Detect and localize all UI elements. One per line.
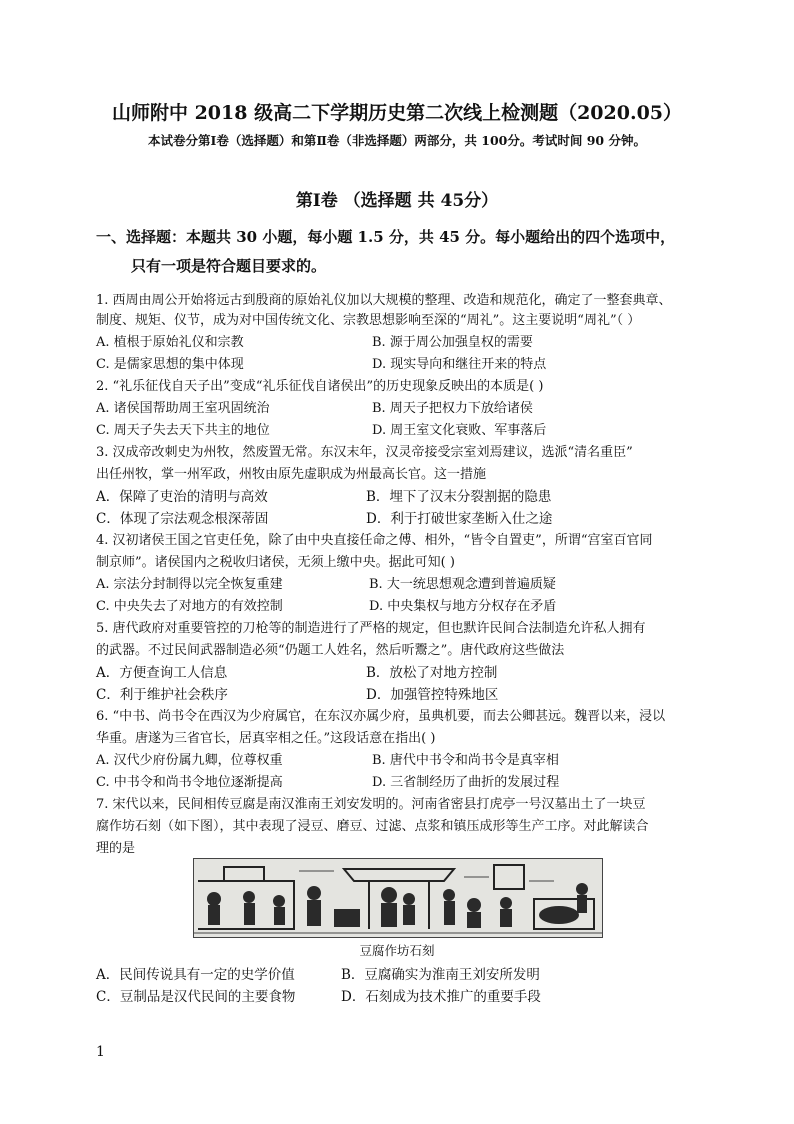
question-1-line-1: 1. 西周由周公开始将远古到殷商的原始礼仪加以大规模的整理、改造和规范化，确定了一整套典章、	[96, 293, 672, 308]
question-5-line-1: 5. 唐代政府对重要管控的刀枪等的制造进行了严格的规定，但也默许民间合法制造允许私人拥有	[96, 621, 646, 636]
exam-title: 山师附中 2018 级高二下学期历史第二次线上检测题（2020.05）	[111, 102, 683, 124]
question-6-option-c[interactable]: C. 中书令和尚书令地位逐渐提高	[96, 775, 283, 790]
question-5-option-b[interactable]: B．放松了对地方控制	[366, 665, 498, 681]
exam-instructions: 本试卷分第Ⅰ卷（选择题）和第Ⅱ卷（非选择题）两部分，共 100分。考试时间 90 分钟。	[148, 133, 646, 148]
question-4-option-c[interactable]: C. 中央失去了对地方的有效控制	[96, 599, 283, 614]
question-7-option-b[interactable]: B．豆腐确实为淮南王刘安所发明	[341, 967, 540, 983]
question-3-line-1: 3. 汉成帝改刺史为州牧，然废置无常。东汉末年，汉灵帝接受宗室刘焉建议，选派“清名重臣”	[96, 445, 633, 460]
question-2-option-c[interactable]: C. 周天子失去天下共主的地位	[96, 423, 270, 438]
question-5-line-2: 的武器。不过民间武器制造必须“仍题工人姓名，然后听鬻之”。唐代政府这些做法	[96, 643, 565, 658]
tofu-workshop-stone-carving-image	[193, 858, 603, 938]
question-1-option-a[interactable]: A. 植根于原始礼仪和宗教	[96, 335, 244, 350]
question-4-line-1: 4. 汉初诸侯王国之官吏任免，除了由中央直接任命之傅、相外，“皆令自置吏”，所谓“宫室百官同	[96, 533, 653, 548]
figure-caption: 豆腐作坊石刻	[359, 943, 435, 958]
question-2-option-b[interactable]: B. 周天子把权力下放给诸侯	[372, 401, 533, 416]
question-7-line-2: 腐作坊石刻（如下图），其中表现了浸豆、磨豆、过滤、点浆和镇压成形等生产工序。对此解读合	[96, 819, 649, 834]
question-3-option-b[interactable]: B．埋下了汉末分裂割据的隐患	[366, 489, 552, 505]
question-6-option-d[interactable]: D. 三省制经历了曲折的发展过程	[372, 775, 560, 790]
section-heading: 一、选择题：本题共 30 小题，每小题 1.5 分，共 45 分。每小题给出的四个选项中，	[96, 228, 676, 246]
question-2-option-d[interactable]: D. 周王室文化衰败、军事落后	[372, 423, 547, 438]
question-5-option-d[interactable]: D．加强管控特殊地区	[366, 687, 499, 703]
question-4-option-b[interactable]: B. 大一统思想观念遭到普遍质疑	[369, 577, 556, 592]
question-3-option-a[interactable]: A．保障了吏治的清明与高效	[96, 489, 268, 505]
question-4-option-a[interactable]: A. 宗法分封制得以完全恢复重建	[96, 577, 283, 592]
question-5-option-a[interactable]: A．方便查询工人信息	[96, 665, 228, 681]
question-3-line-2: 出任州牧，掌一州军政，州牧由原先虚职成为州最高长官。这一措施	[96, 467, 487, 482]
part-one-heading: 第Ⅰ卷 （选择题 共 45分）	[295, 191, 499, 211]
question-3-option-d[interactable]: D．利于打破世家垄断入仕之途	[366, 511, 553, 527]
question-7-line-1: 7. 宋代以来，民间相传豆腐是南汉淮南王刘安发明的。河南省密县打虎亭一号汉墓出土了一块豆	[96, 797, 646, 812]
section-heading-cont: 只有一项是符合题目要求的。	[131, 257, 327, 275]
page-number: 1	[96, 1044, 105, 1060]
question-1-option-b[interactable]: B. 源于周公加强皇权的需要	[372, 335, 533, 350]
question-5-option-c[interactable]: C．利于维护社会秩序	[96, 687, 228, 703]
question-6-line-2: 华重。唐遂为三省官长，居真宰相之任。”这段话意在指出( )	[96, 731, 436, 746]
question-1-line-2: 制度、规矩、仪节，成为对中国传统文化、宗教思想影响至深的“周礼”。这主要说明“周礼”（ ）	[96, 313, 641, 328]
question-7-line-3: 理的是	[96, 841, 136, 856]
question-2-option-a[interactable]: A. 诸侯国帮助周王室巩固统治	[96, 401, 270, 416]
question-1-option-c[interactable]: C. 是儒家思想的集中体现	[96, 357, 244, 372]
question-3-option-c[interactable]: C．体现了宗法观念根深蒂固	[96, 511, 269, 527]
question-7-option-c[interactable]: C．豆制品是汉代民间的主要食物	[96, 989, 296, 1005]
question-7-option-a[interactable]: A．民间传说具有一定的史学价值	[96, 967, 295, 983]
question-6-line-1: 6. “中书、尚书令在西汉为少府属官，在东汉亦属少府，虽典机要，而去公卿甚远。魏晋以来，浸以	[96, 709, 666, 724]
question-4-line-2: 制京师”。诸侯国内之税收归诸侯，无须上缴中央。据此可知( )	[96, 555, 455, 570]
question-1-option-d[interactable]: D. 现实导向和继往开来的特点	[372, 357, 547, 372]
question-7-option-d[interactable]: D．石刻成为技术推广的重要手段	[341, 989, 541, 1005]
question-2-line-1: 2. “礼乐征伐自天子出”变成“礼乐征伐自诸侯出”的历史现象反映出的本质是( )	[96, 379, 544, 394]
question-6-option-a[interactable]: A. 汉代少府份属九卿，位尊权重	[96, 753, 283, 768]
question-6-option-b[interactable]: B. 唐代中书令和尚书令是真宰相	[372, 753, 559, 768]
question-4-option-d[interactable]: D. 中央集权与地方分权存在矛盾	[369, 599, 557, 614]
